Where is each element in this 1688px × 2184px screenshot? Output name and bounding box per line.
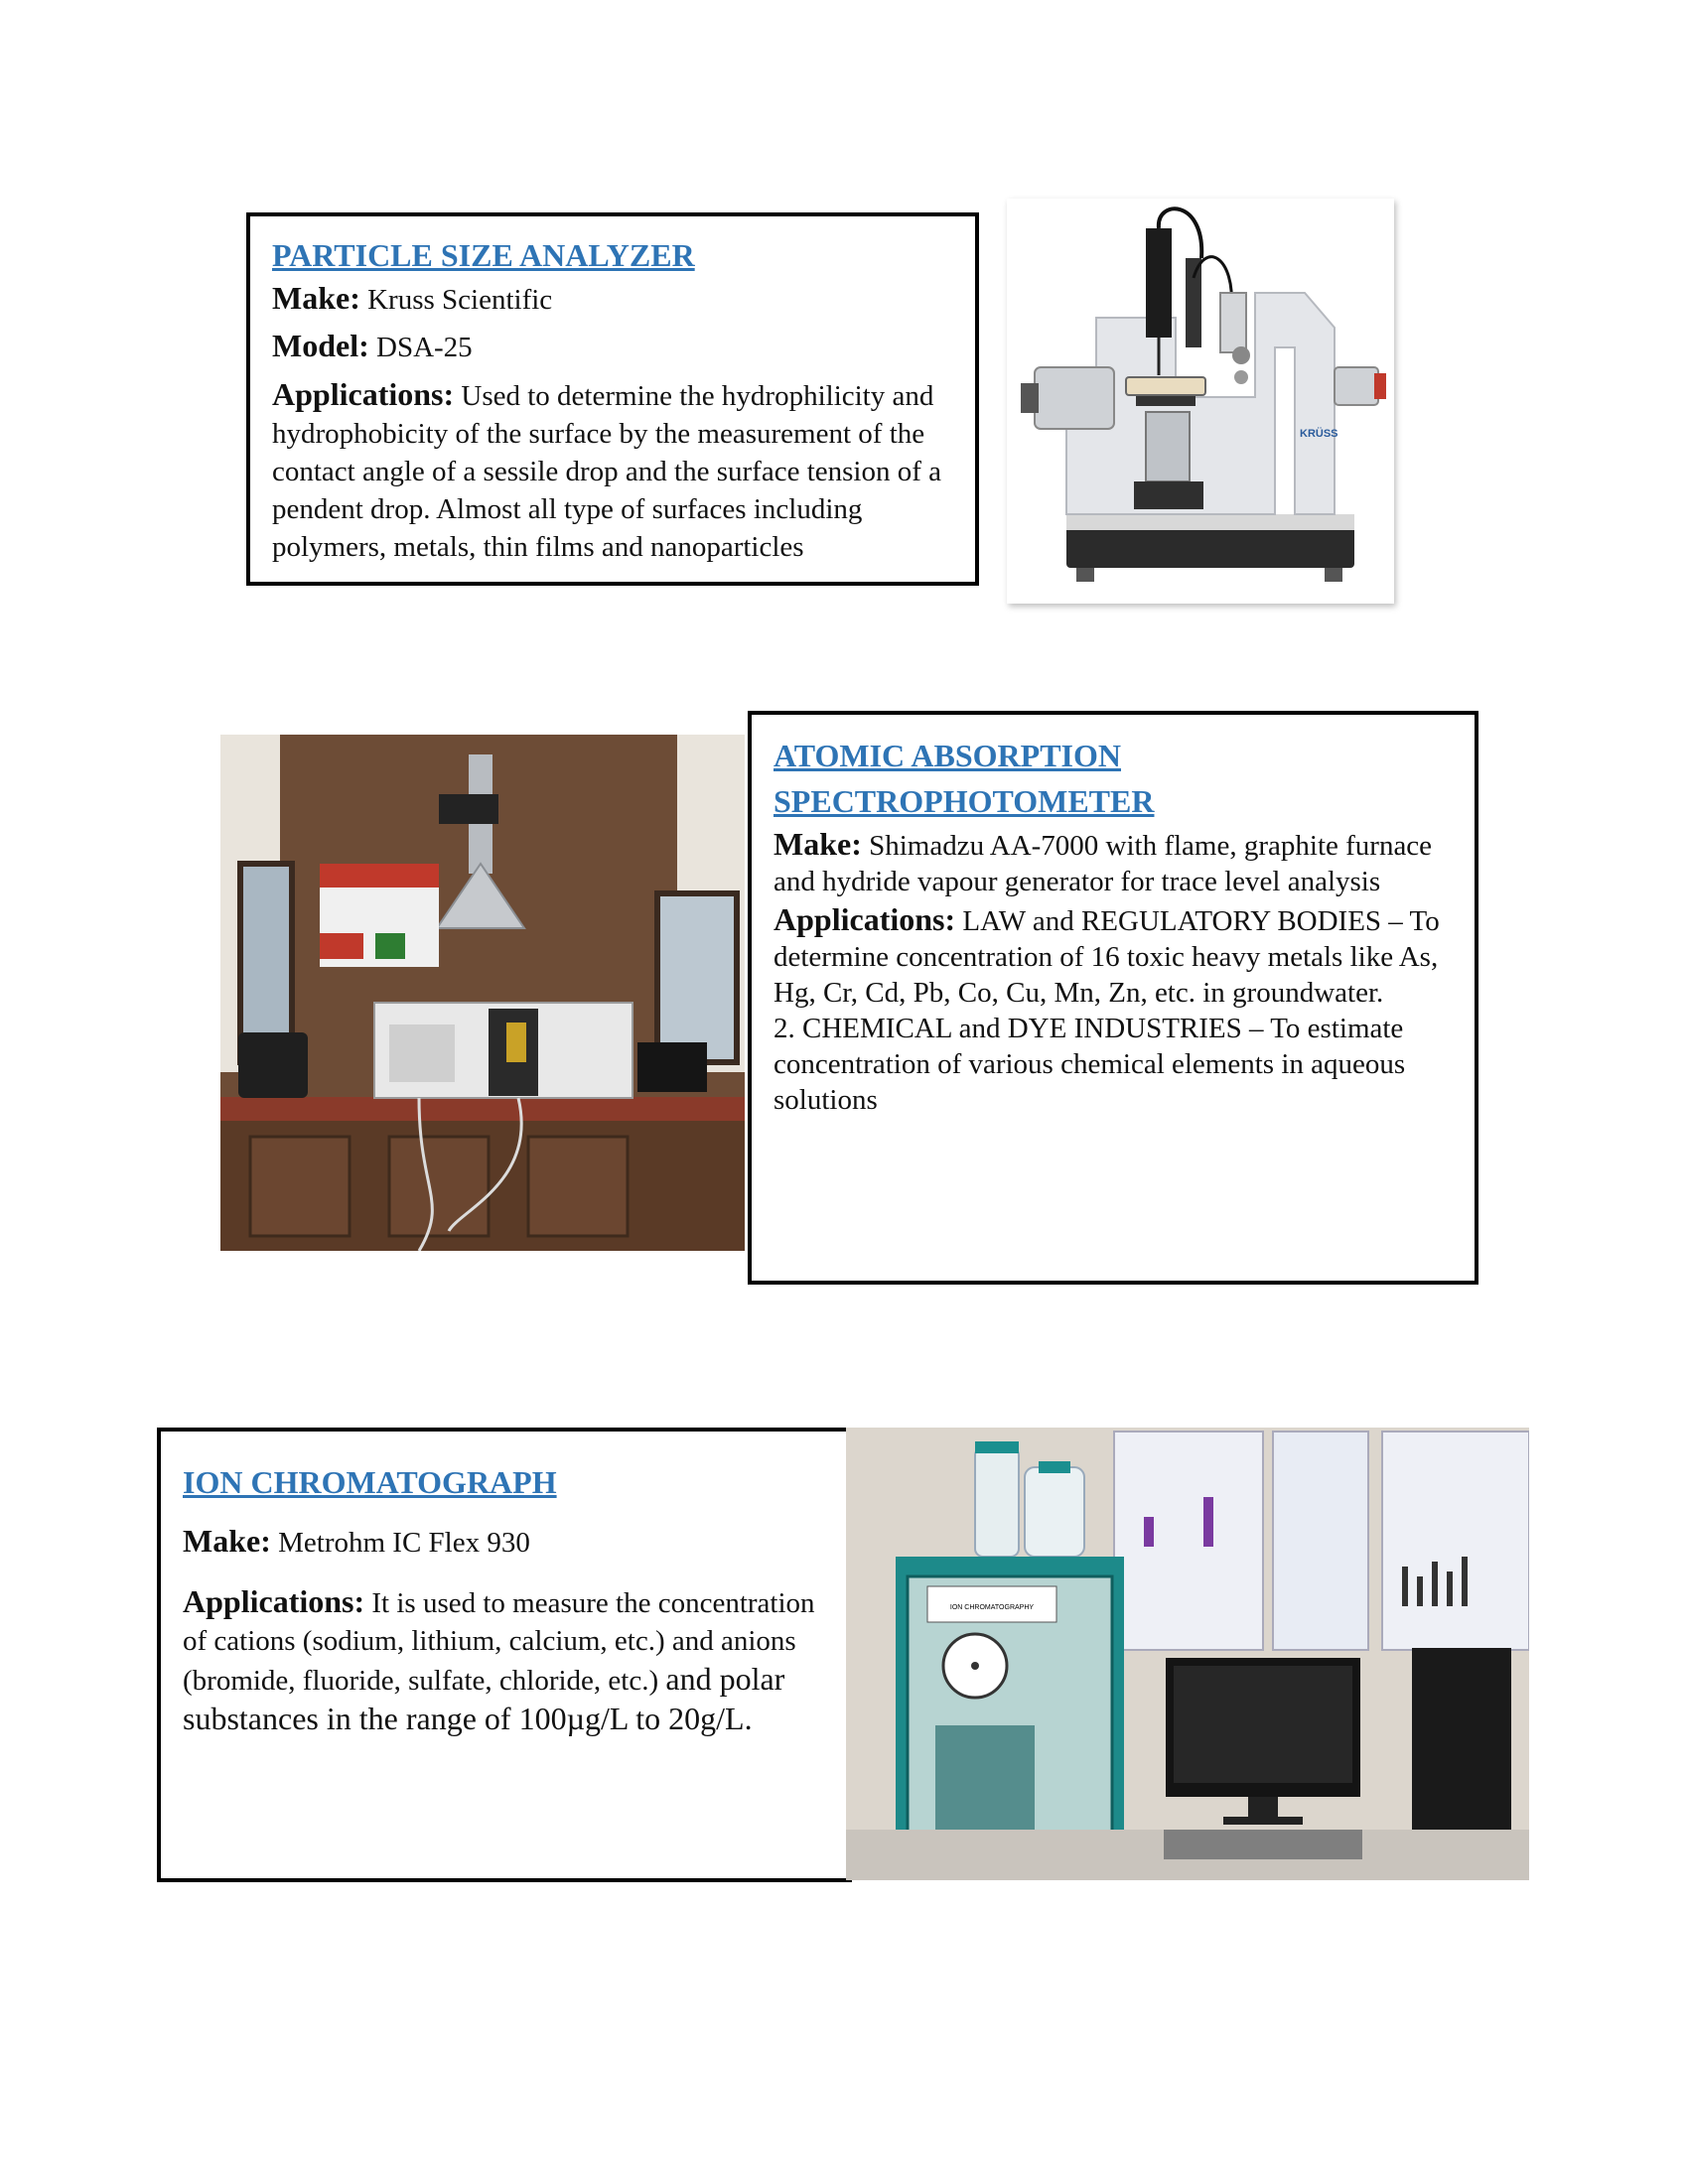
make-value: Metrohm IC Flex 930: [278, 1527, 530, 1559]
instrument-label: ION CHROMATOGRAPHY: [949, 1604, 1035, 1611]
brand-logo: KRÜSS: [1300, 428, 1338, 440]
applications-row: Applications: It is used to measure the concentration of cations (sodium, lithium, calcium, etc.) and anions (bromide, fluoride, sulfate, chloride, etc.) and polar substances in the range of 100µg/L to 20g/L.: [183, 1583, 815, 1736]
aas-box: [748, 711, 1478, 1285]
ion-chromatograph-box: [157, 1428, 852, 1882]
make-value: Kruss Scientific: [367, 284, 553, 316]
aas-lab-image: [220, 735, 745, 1251]
model-row: Model: DSA-25: [272, 328, 473, 363]
drop-shape-analyzer-image: [1007, 199, 1394, 604]
model-value: DSA-25: [376, 332, 473, 363]
applications-row: Applications: Used to determine the hydrophilicity and hydrophobicity of the surface by the measurement of the contact angle of a sessile drop and the surface tension of a pendent drop. Almost all type of surfaces including polymers, metals, thin films and nanoparticles: [272, 376, 941, 563]
section-title-line2: SPECTROPHOTOMETER: [774, 783, 1155, 819]
applications-value: It is used to measure the concentration of cations (sodium, lithium, calcium, etc.) and anions (bromide, fluoride, sulfate, chloride, etc.): [183, 1587, 815, 1697]
instrument-illustration: [1007, 199, 1394, 604]
section-title: PARTICLE SIZE ANALYZER: [272, 237, 695, 273]
make-row: Make: Metrohm IC Flex 930: [183, 1523, 530, 1559]
applications-value-continued: and polar substances in the range of 100µg/L to 20g/L.: [183, 1661, 785, 1736]
ion-chromatograph-image: [846, 1428, 1529, 1880]
section-title-line1: ATOMIC ABSORPTION: [774, 738, 1121, 773]
applications-row: Applications: LAW and REGULATORY BODIES – To determine concentration of 16 toxic heavy metals like As, Hg, Cr, Cd, Pb, Co, Cu, Mn, Zn, etc. in groundwater.: [774, 901, 1440, 1009]
ic-lab-illustration: [846, 1428, 1529, 1880]
applications-item-2: 2. CHEMICAL and DYE INDUSTRIES – To estimate concentration of various chemical elements in aqueous solutions: [774, 1013, 1406, 1116]
make-value: Shimadzu AA-7000 with flame, graphite furnace and hydride vapour generator for trace level analysis: [774, 830, 1433, 897]
make-row: Make: Shimadzu AA-7000 with flame, graphite furnace and hydride vapour generator for trace level analysis: [774, 826, 1433, 897]
applications-value: LAW and REGULATORY BODIES – To determine concentration of 16 toxic heavy metals like As, Hg, Cr, Cd, Pb, Co, Cu, Mn, Zn, etc. in groundwater.: [774, 905, 1440, 1009]
make-row: Make: Kruss Scientific: [272, 280, 553, 316]
lab-illustration: [220, 735, 745, 1251]
particle-size-analyzer-box: [246, 212, 979, 586]
applications-value: Used to determine the hydrophilicity and hydrophobicity of the surface by the measurement of the contact angle of a sessile drop and the surface tension of a pendent drop. Almost all type of surfaces including polymers, metals, thin films and nanoparticles: [272, 380, 941, 563]
section-title: ION CHROMATOGRAPH: [183, 1464, 557, 1500]
